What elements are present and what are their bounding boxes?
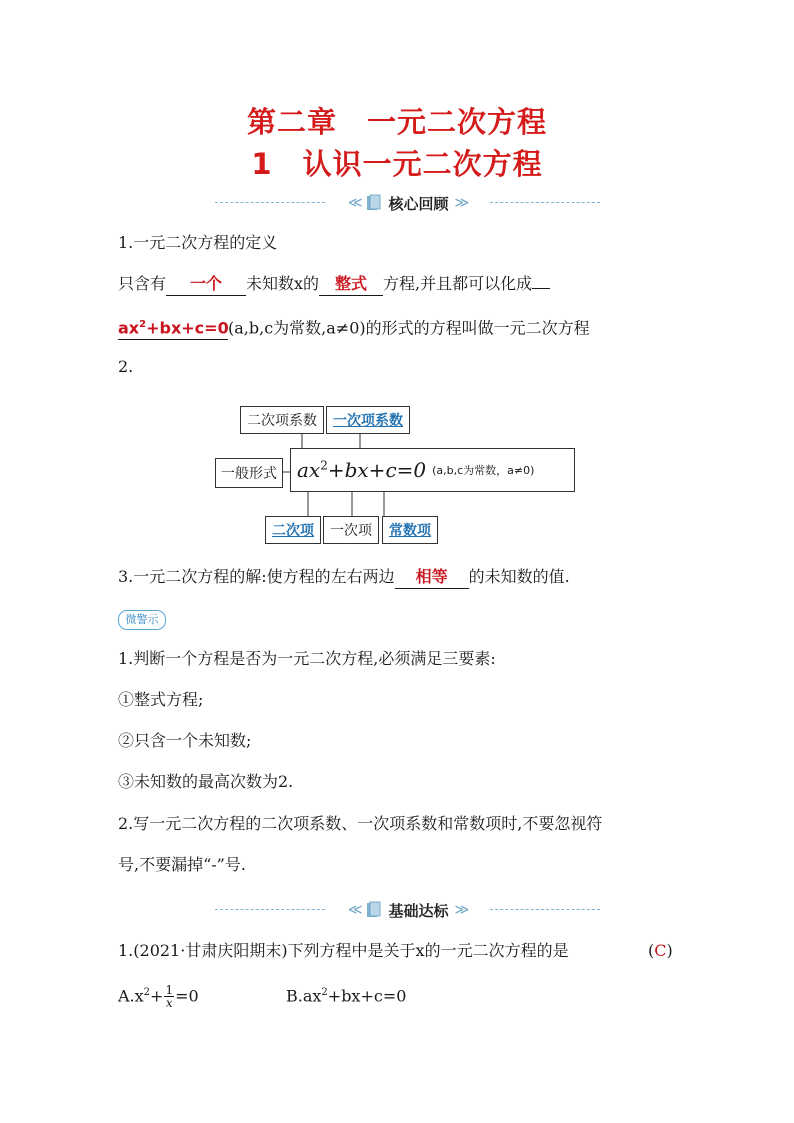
general-form-diagram xyxy=(210,400,590,545)
warning-2-line1: 2.写一元二次方程的二次项系数、一次项系数和常数项时,不要忽视符 xyxy=(118,814,603,833)
text: 一般形式 xyxy=(221,466,277,482)
fraction xyxy=(164,984,174,1009)
box-linear-term xyxy=(323,516,379,544)
text: 2 xyxy=(320,458,328,473)
box-constant-term xyxy=(382,516,438,544)
equation xyxy=(297,458,426,482)
box-general-form xyxy=(215,458,283,488)
text: +bx+c=0 xyxy=(327,458,427,482)
text: ax xyxy=(297,458,321,482)
question-1-answer xyxy=(648,940,673,962)
option-a xyxy=(118,982,199,1009)
warning-1: 1.判断一个方程是否为一元二次方程,必须满足三要素: xyxy=(118,649,496,668)
text: +bx+c=0 xyxy=(146,318,229,338)
answer-blank-3-lead xyxy=(532,288,550,289)
answer-blank-3 xyxy=(118,314,228,340)
answer-blank-1: 一个 xyxy=(166,273,246,296)
divider xyxy=(215,909,325,910)
warning-1-2: ②只含一个未知数; xyxy=(118,731,252,750)
section-label: 基础达标 xyxy=(388,901,449,920)
text: 方程,并且都可以化成 xyxy=(383,274,533,293)
text: ) xyxy=(666,941,673,960)
text: 一次项 xyxy=(330,523,372,539)
text: B.ax xyxy=(286,986,322,1006)
answer-blank-2: 整式 xyxy=(319,273,383,296)
general-form-equation xyxy=(290,448,575,492)
item2-heading: 2. xyxy=(118,357,134,376)
section-header-basic xyxy=(215,898,600,922)
section-header-core xyxy=(215,191,600,215)
text: =0 xyxy=(175,986,199,1006)
section-label: 核心回顾 xyxy=(388,194,449,213)
text: (a,b,c为常数,a≠0)的形式的方程叫做一元二次方程 xyxy=(228,318,590,338)
denominator: x xyxy=(165,996,173,1011)
numerator: 1 xyxy=(165,983,174,998)
text: 未知数x的 xyxy=(246,274,320,293)
book-icon xyxy=(366,194,382,212)
divider xyxy=(490,909,600,910)
text: ax xyxy=(118,318,140,338)
divider xyxy=(215,202,325,203)
option-b xyxy=(286,982,406,1007)
answer-blank-4: 相等 xyxy=(395,566,469,589)
box-quadratic-term xyxy=(265,516,321,544)
text: 的未知数的值. xyxy=(468,567,570,586)
divider xyxy=(490,202,600,203)
text: 一次项系数 xyxy=(333,413,403,429)
warning-1-3: ③未知数的最高次数为2. xyxy=(118,772,294,791)
text: 二次项系数 xyxy=(247,413,317,429)
text: ( xyxy=(648,941,655,960)
item3-text xyxy=(118,566,570,589)
double-chevron-right-icon: ≫ xyxy=(454,195,468,211)
item1-line1 xyxy=(118,273,550,296)
warning-badge: 微警示 xyxy=(118,610,166,630)
warning-1-1: ①整式方程; xyxy=(118,690,204,709)
box-quadratic-coefficient xyxy=(240,406,324,434)
text: A.x xyxy=(118,986,144,1006)
text: 2 xyxy=(143,987,151,998)
chapter-title: 第二章 一元二次方程 xyxy=(246,105,547,139)
text: + xyxy=(150,986,164,1006)
text: 2 xyxy=(139,319,147,330)
text: +bx+c=0 xyxy=(327,986,407,1006)
double-chevron-right-icon: ≫ xyxy=(454,902,468,918)
double-chevron-left-icon: ≪ xyxy=(347,902,361,918)
box-linear-coefficient xyxy=(326,406,410,434)
item1-line2 xyxy=(118,314,590,340)
warning-2-line2: 号,不要漏掉“-”号. xyxy=(118,855,246,874)
item1-heading: 1.一元二次方程的定义 xyxy=(118,233,278,252)
section-title: 1 认识一元二次方程 xyxy=(251,147,543,181)
question-1-stem xyxy=(118,940,569,962)
answer-letter: C xyxy=(654,941,667,960)
text: 2 xyxy=(321,987,328,998)
text: 二次项 xyxy=(272,523,314,539)
text: 1.(2021·甘肃庆阳期末)下列方程中是关于x的一元二次方程的是 xyxy=(118,941,569,960)
book-icon xyxy=(366,901,382,919)
double-chevron-left-icon: ≪ xyxy=(347,195,361,211)
text: 3.一元二次方程的解:使方程的左右两边 xyxy=(118,567,395,586)
text: 常数项 xyxy=(389,523,431,539)
text: 只含有 xyxy=(118,274,167,293)
equation-condition: (a,b,c为常数，a≠0) xyxy=(432,464,535,477)
